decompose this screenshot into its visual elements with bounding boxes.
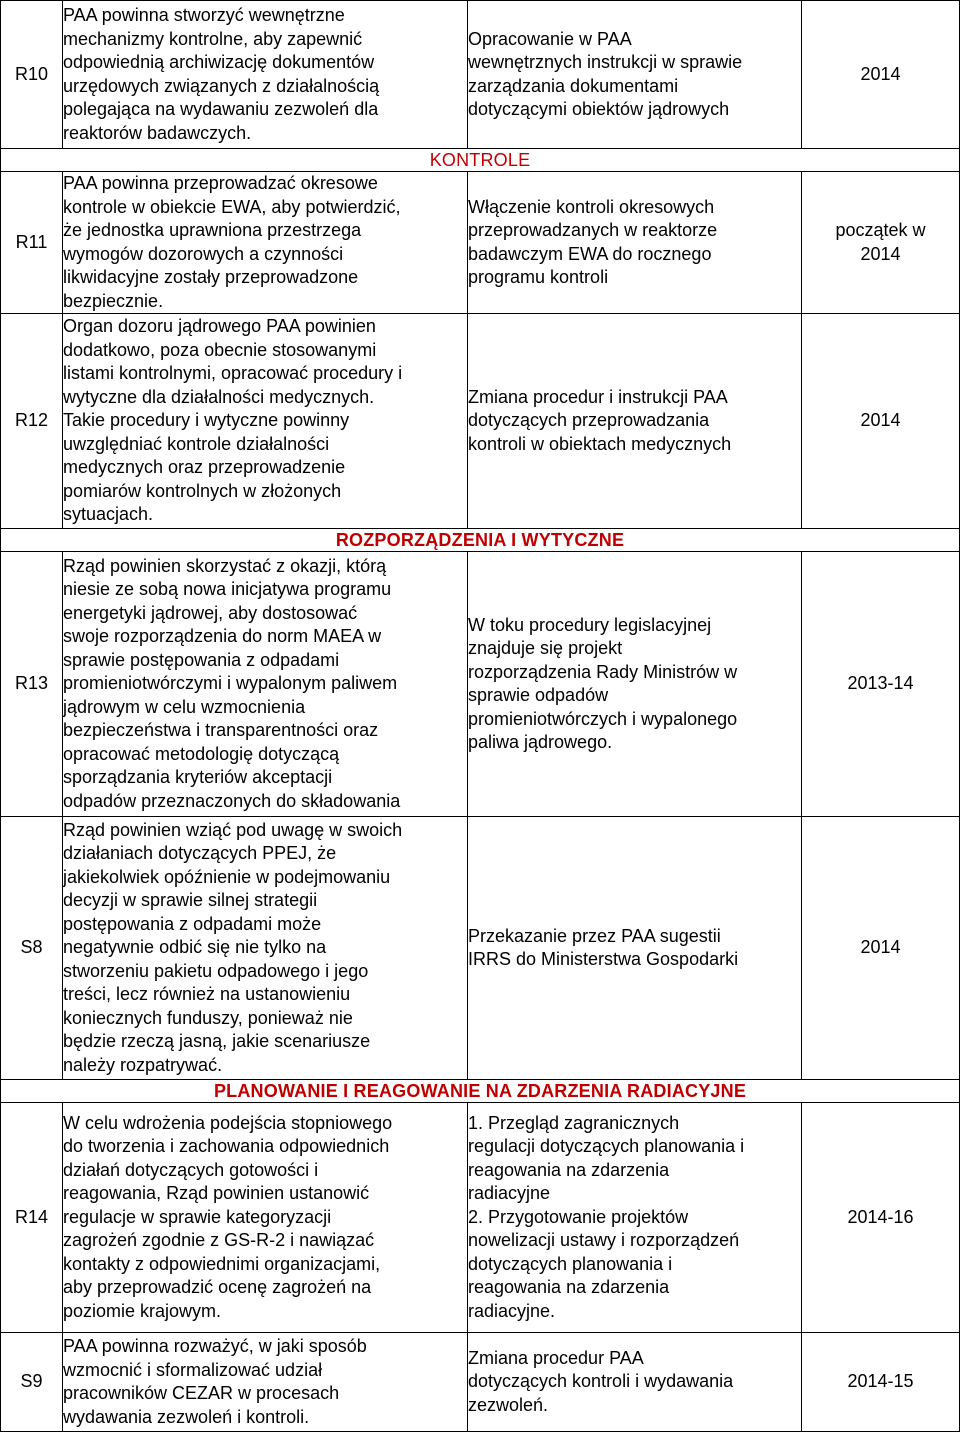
section-row-planowanie [1,1080,960,1103]
section-row-rozporzadzenia [1,529,960,552]
action-text: Zmiana procedur PAA dotyczących kontroli i wydawania zezwoleń. [468,1333,802,1432]
deadline-year: 2013-14 [802,552,960,817]
recommendation-text: Rząd powinien wziąć pod uwagę w swoich działaniach dotyczących PPEJ, że jakiekolwiek opóźnienie w podejmowaniu decyzji w sprawie silnej strategii postępowania z odpadami może negatywnie odbić się nie tylko na stworzeniu pakietu odpadowego i jego treści, lecz również na ustanowieniu koniecznych funduszy, ponieważ nie będzie rzeczą jasną, jakie scenariusze należy rozpatrywać. [63,817,468,1080]
recommendation-text: Rząd powinien skorzystać z okazji, którą niesie ze sobą nowa inicjatywa programu energetyki jądrowej, aby dostosować swoje rozporządzenia do norm MAEA w sprawie postępowania z odpadami promieniotwórczymi i wypalonym paliwem jądrowym w celu wzmocnienia bezpieczeństwa i transparentności oraz opracować metodologię dotyczącą sporządzania kryteriów akceptacji odpadów przeznaczonych do składowania [63,552,468,817]
table-row-r13 [1,552,960,817]
row-id: R13 [1,552,63,817]
table-row-r14 [1,1103,960,1333]
deadline-year: 2014 [802,817,960,1080]
row-id: R14 [1,1103,63,1333]
table-row-s8 [1,817,960,1080]
section-heading-rozporzadzenia: ROZPORZĄDZENIA I WYTYCZNE [1,529,960,552]
section-heading-planowanie: PLANOWANIE I REAGOWANIE NA ZDARZENIA RADIACYJNE [1,1080,960,1103]
action-text: Włączenie kontroli okresowych przeprowadzanych w reaktorze badawczym EWA do rocznego programu kontroli [468,172,802,314]
section-heading-kontrole: KONTROLE [1,149,960,172]
action-text: Zmiana procedur i instrukcji PAA dotyczących przeprowadzania kontroli w obiektach medycznych [468,314,802,529]
recommendation-text: PAA powinna przeprowadzać okresowe kontrole w obiekcie EWA, aby potwierdzić, że jednostka uprawniona przestrzega wymogów dozorowych a czynności likwidacyjne zostały przeprowadzone bezpiecznie. [63,172,468,314]
deadline-year: początek w 2014 [802,172,960,314]
deadline-year: 2014-16 [802,1103,960,1333]
row-id: R12 [1,314,63,529]
action-text: Przekazanie przez PAA sugestii IRRS do Ministerstwa Gospodarki [468,817,802,1080]
action-text: Opracowanie w PAA wewnętrznych instrukcji w sprawie zarządzania dokumentami dotyczącymi obiektów jądrowych [468,1,802,149]
action-text: 1. Przegląd zagranicznych regulacji dotyczących planowania i reagowania na zdarzenia radiacyjne 2. Przygotowanie projektów nowelizacji ustawy i rozporządzeń dotyczących planowania i reagowania na zdarzenia radiacyjne. [468,1103,802,1333]
table-row-r10 [1,1,960,149]
deadline-year: 2014 [802,1,960,149]
row-id: S8 [1,817,63,1080]
recommendation-text: PAA powinna stworzyć wewnętrzne mechanizmy kontrolne, aby zapewnić odpowiednią archiwizację dokumentów urzędowych związanych z działalnością polegająca na wydawaniu zezwoleń dla reaktorów badawczych. [63,1,468,149]
table-row-r12 [1,314,960,529]
section-row-kontrole [1,149,960,172]
deadline-year: 2014-15 [802,1333,960,1432]
table-row-r11 [1,172,960,314]
table-row-s9 [1,1333,960,1432]
row-id: S9 [1,1333,63,1432]
row-id: R10 [1,1,63,149]
row-id: R11 [1,172,63,314]
deadline-year: 2014 [802,314,960,529]
recommendation-text: Organ dozoru jądrowego PAA powinien dodatkowo, poza obecnie stosowanymi listami kontrolnymi, opracować procedury i wytyczne dla działalności medycznych. Takie procedury i wytyczne powinny uwzględniać kontrole działalności medycznych oraz przeprowadzenie pomiarów kontrolnych w złożonych sytuacjach. [63,314,468,529]
recommendation-text: PAA powinna rozważyć, w jaki sposób wzmocnić i sformalizować udział pracowników CEZAR w procesach wydawania zezwoleń i kontroli. [63,1333,468,1432]
recommendation-text: W celu wdrożenia podejścia stopniowego do tworzenia i zachowania odpowiednich działań dotyczących gotowości i reagowania, Rząd powinien ustanowić regulacje w sprawie kategoryzacji zagrożeń zgodnie z GS-R-2 i nawiązać kontakty z odpowiednimi organizacjami, aby przeprowadzić ocenę zagrożeń na poziomie krajowym. [63,1103,468,1333]
action-text: W toku procedury legislacyjnej znajduje się projekt rozporządzenia Rady Ministrów w sprawie odpadów promieniotwórczych i wypalonego paliwa jądrowego. [468,552,802,817]
